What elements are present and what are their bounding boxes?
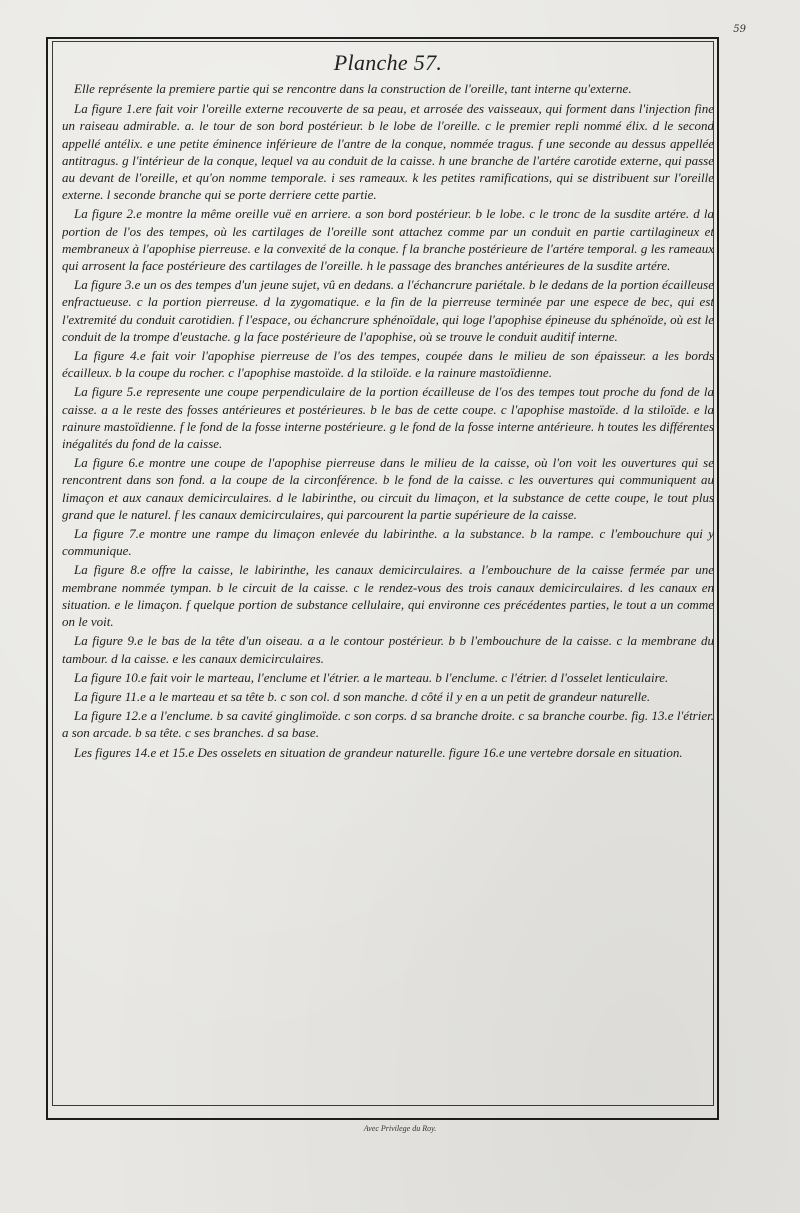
text-block: [62, 46, 714, 1101]
paragraph-figure-3: La figure 3.e un os des tempes d'un jeune sujet, vû en dedans. a l'échancrure pariétale. b le dedans de la portion écailleuse enfractueuse. c la portion pierreuse. d la zygomatique. e la fin de la pierreuse terminée par une espece de bec, qui est l'extremité du conduit carotidien. f l'espace, ou échancrure sphénoïdale, qui loge l'apophise épineuse du sphénoïde, où est le conduit de la trompe d'eustache. g la face postérieure de l'apophise, où se trouve le conduit auditif interne.: [62, 277, 714, 344]
paragraph-figure-12-13: La figure 12.e a l'enclume. b sa cavité ginglimoïde. c son corps. d sa branche droite. c sa branche courbe. fig. 13.e l'étrier. a son arcade. b sa tête. c ses branches. d sa base.: [62, 708, 714, 741]
paragraph-figure-9: La figure 9.e le bas de la tête d'un oiseau. a a le contour postérieur. b b l'embouchure de la caisse. c la membrane du tambour. d la caisse. e les canaux demicirculaires.: [62, 633, 714, 666]
paragraph-figures-14-16: Les figures 14.e et 15.e Des osselets en situation de grandeur naturelle. figure 16.e une vertebre dorsale en situation.: [74, 744, 683, 760]
paragraph-figure-2: La figure 2.e montre la même oreille vuë en arriere. a son bord postérieur. b le lobe. c le tronc de la susdite artére. d la portion de l'os des tempes, où les cartilages de l'oreille sont attachez comme par un conduit en partie cartilagineux et membraneux à l'apophise pierreuse. e la convexité de la conque. f la branche postérieure de l'artére temporal. g les rameaux qui arrosent la face postérieure des cartilages de l'oreille. h le passage des branches antérieures de la susdite artére.: [62, 206, 714, 274]
paragraph-figure-1: La figure 1.ere fait voir l'oreille externe recouverte de sa peau, et arrosée des vaisseaux, qui forment dans l'injection fine un raiseau admirable. a. le tour de son bord postérieur. b le lobe de l'oreille. c le premier repli nommé élix. d le second appellé antélix. e une petite éminence inférieure de l'antre de la conque, nommée tragus. f une seconde au dessus appellée antitragus. g l'intérieur de la conque, lequel va au conduit de la caisse. h une branche de l'artére carotide externe, qui passe au devant de l'oreille, et qu'on nomme temporale. i ses rameaux. k les petites ramifications, qui se distribuent sur l'oreille externe. l seconde branche qui se porte derriere cette partie.: [62, 101, 714, 203]
paragraph-figure-4: La figure 4.e fait voir l'apophise pierreuse de l'os des tempes, coupée dans le milieu de son épaisseur. a les bords écailleux. b la coupe du rocher. c l'apophise mastoïde. d la stiloïde. e la rainure mastoïdienne.: [62, 348, 714, 381]
paragraph-figure-8: La figure 8.e offre la caisse, le labirinthe, les canaux demicirculaires. a l'embouchure de la caisse fermée par une membrane nommée tympan. b le circuit de la caisse. c le rendez-vous des trois canaux demicirculaires. d les canaux en situation. e le limaçon. f quelque portion de substance cellulaire, qui environne ces précédentes parties, le tout a un comme on le voit.: [62, 562, 714, 630]
paragraph-figure-11: La figure 11.e a le marteau et sa tête b. c son col. d son manche. d côté il y en a un petit de grandeur naturelle.: [74, 688, 651, 704]
plate-title: Planche 57.: [333, 50, 443, 75]
paragraph-figure-6: La figure 6.e montre une coupe de l'apophise pierreuse dans le milieu de la caisse, où l'on voit les ouvertures qui se rencontrent dans son fond. a la coupe de la circonférence. b le fond de la caisse. c les ouvertures qui communiquent au limaçon et aux canaux demicirculaires. d le labirinthe, ou circuit du limaçon, et la substance de cette coupe, le tout plus grand que le naturel. f les canaux demicirculaires, qui parcourent la partie supérieure de la caisse.: [62, 455, 714, 522]
privilege-line: Avec Privilege du Roy.: [363, 1124, 437, 1133]
paragraph-figure-5: La figure 5.e represente une coupe perpendiculaire de la portion écailleuse de l'os des tempes tout proche du fond de la caisse. a a le reste des fosses antérieures et postérieures. b le bas de cette coupe. c l'apophise mastoïde. d la stiloïde. e la rainure mastoïdienne. f le fond de la fosse interne postérieure. g le fond de la fosse interne antérieure. h toutes les différentes inégalités du fond de la caisse.: [62, 384, 714, 452]
paragraph-figure-10: La figure 10.e fait voir le marteau, l'enclume et l'étrier. a le marteau. b l'enclume. c l'étrier. d l'osselet lenticulaire.: [74, 669, 669, 685]
page-number: 59: [733, 24, 746, 35]
intro-paragraph: Elle représente la premiere partie qui se rencontre dans la construction de l'oreille, tant interne qu'externe.: [74, 81, 632, 96]
paragraph-figure-7: La figure 7.e montre une rampe du limaçon enlevée du labirinthe. a la substance. b la rampe. c l'embouchure qui y communique.: [62, 526, 714, 559]
